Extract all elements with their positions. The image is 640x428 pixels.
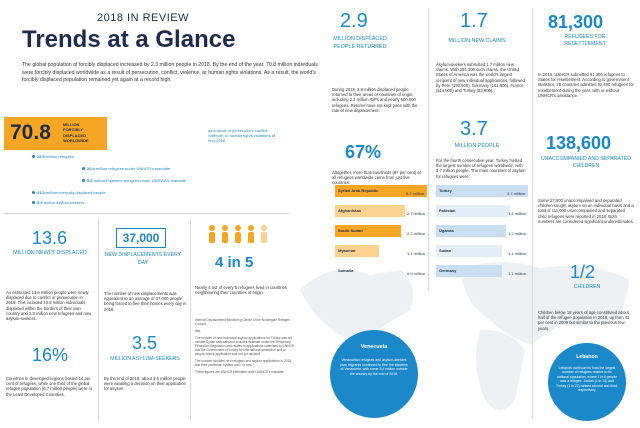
breakdown-row: 3.5 million asylum-seekers bbox=[30, 200, 230, 206]
host-row: Germany 1.1 million bbox=[436, 265, 502, 277]
returned-value: 2.9 bbox=[340, 10, 368, 32]
returned-text: During 2018, 2.9 million displaced people returned to their areas or countries of origin, including 2.3 million IDPs and nearly 600,000 refugees. Returns have not kept pace with the rate of new displacement. bbox=[332, 87, 418, 113]
page-title: Trends at a Glance bbox=[22, 26, 236, 53]
developing-text: Countries in developed regions hosted 16 per cent of refugees, while one third of the global refugee population (6.7 million people) were in the Least Developed Countries. bbox=[6, 376, 92, 397]
children-value: 138,600 bbox=[546, 133, 612, 153]
origin-row: Afghanistan 2.7 million bbox=[335, 205, 405, 217]
asylum-label: MILLION ASYLUM-SEEKERS bbox=[110, 356, 180, 362]
footnotes: Internal Displacement Monitoring Centre of the Norwegian Refugee Council. Ibid. The number of new individual asylum applications for Turkey was not include Syrian nationals and includes estimate under the Temporary Protection Regulation and relates to applications submitted to UNHCR and the Government of Turkey for international protection and to people whose application was not yet decided. The number includes new refugees and asylum applications in 2018 and their protection system and / or new. These figures are UNHCR estimates under UNHCR's mandate. bbox=[195, 318, 295, 374]
half-label: CHILDREN bbox=[573, 284, 601, 290]
asylum-text: By the end of 2018, about 3.5 million people were awaiting a decision on their application for asylum. bbox=[104, 376, 186, 392]
newly-displaced-text: An estimated 13.6 million people were newly displaced due to conflict or persecution in 2018. This included 10.8 million individuals displaced within the borders of their own country and 2.8 million new refugees and new asylum-seekers. bbox=[6, 290, 92, 322]
half-value: 1/2 bbox=[570, 262, 596, 282]
asylum-value: 3.5 bbox=[132, 333, 158, 353]
venezuela-text: Venezuelan refugees and asylum-seekers plus migrants continued to flee the situation of Venezuela, with some 3.4 million outside the country by the end of 2018. bbox=[340, 358, 408, 376]
total-value: 70.8 bbox=[10, 121, 51, 144]
every-day-box bbox=[116, 228, 166, 248]
new-claims-text: Asylum-seekers submitted 1.7 million new claims. With 254,300 such claims, the United States of America was the world's largest recipient of new individual applications, followed by Peru (192,500), Germany (161,900), France (114,500) and Turkey (83,800). bbox=[436, 62, 525, 94]
returned-label: MILLION DISPLACED PEOPLE RETURNED bbox=[333, 36, 387, 50]
people-icons bbox=[206, 224, 276, 244]
person-icon bbox=[209, 225, 254, 243]
origin-row: Syrian Arab Republic 6.7 million bbox=[335, 185, 427, 197]
newly-displaced-value: 13.6 bbox=[32, 228, 68, 248]
every-day-label: NEW DISPLACEMENTS EVERY DAY bbox=[104, 252, 182, 266]
four-in-five-text: Nearly 4 out of every 5 refugees lived in countries neighbouring their countries of origin. bbox=[195, 285, 287, 296]
every-day-text: The number of new displacements was equivalent to an average of 37,000 people being forced to flee their homes every day in 2018. bbox=[104, 291, 187, 312]
sixty-seven-text: Altogether, more than two-thirds (67 per cent) of all refugees worldwide came from just five countries: bbox=[332, 170, 421, 186]
every-day-value: 37,000 bbox=[122, 231, 160, 245]
venezuela-title: Venezuela bbox=[360, 344, 388, 350]
breakdown-row: 5.5 million Palestine refugees under UNRWA's mandate bbox=[80, 178, 280, 184]
intro-paragraph: The global population of forcibly displaced increased by 2.3 million people in 2018. By the end of the year, 70.8 million individuals were forcibly displaced worldwide as a result of persecution, conflict, violence, or human rights violations. As a result, the world's forcibly displaced population remained yet again at a record high. bbox=[22, 62, 318, 84]
four-in-five-value: 4 in 5 bbox=[215, 254, 254, 271]
origin-row: Myanmar 1.1 million bbox=[335, 245, 379, 257]
sixty-seven-value: 67% bbox=[345, 142, 382, 162]
breakdown-row: 25.9 million refugees bbox=[30, 154, 230, 160]
developing-value: 16% bbox=[32, 345, 69, 365]
total-unit: MILLION FORCIBLY DISPLACED WORLDWIDE bbox=[63, 122, 89, 144]
hosted-text: For the fourth consecutive year, Turkey hosted the largest number of refugees worldwide, with 3.7 million people. The main countries of asylum for refugees were: bbox=[436, 158, 526, 179]
host-row: Turkey 3.7 million bbox=[436, 185, 528, 197]
review-kicker: 2018 IN REVIEW bbox=[97, 12, 189, 24]
lebanon-text: Lebanon continued to host the largest number of refugees relative to its national population, where 1 in 6 people was a refugee. Jordan (1 in 14) and Turkey (1 in 22) ranked second and third, respectively. bbox=[556, 366, 618, 393]
lebanon-title: Lebanon bbox=[576, 354, 598, 360]
newly-displaced-label: MILLION NEWLY DISPLACED bbox=[13, 250, 87, 256]
origin-table bbox=[335, 185, 427, 277]
host-table bbox=[436, 185, 528, 277]
resettlement-value: 81,300 bbox=[548, 12, 604, 32]
hosted-label: MILLION PEOPLE bbox=[454, 143, 500, 149]
children-label: UNACCOMPANIED AND SEPARATED CHILDREN bbox=[541, 156, 631, 170]
origin-row: Somalia 0.9 million bbox=[338, 268, 426, 276]
resettlement-text: In 2018, UNHCR submitted 81,300 refugees to States for resettlement. According to government statistics, 25 countries admitted 92,400 refugees for resettlement during the year, with or without UNHCR's assistance. bbox=[538, 72, 634, 98]
total-caption: as a result of persecution, conflict, violence, or human rights violations at end-2018 bbox=[208, 128, 275, 144]
host-row: Pakistan 1.4 million bbox=[436, 205, 510, 217]
breakdown-row: 41.3 million internally displaced people bbox=[30, 190, 230, 196]
new-claims-value: 1.7 bbox=[460, 10, 488, 32]
children-text: Some 27,600 unaccompanied and separated children sought asylum on an individual basis and a total of 111,000 unaccompanied and separated child refugees were reported in 2018. Both numbers are considered significant underestimates. bbox=[538, 198, 634, 224]
hosted-value: 3.7 bbox=[460, 118, 488, 140]
host-row: Uganda 1.2 million bbox=[436, 225, 506, 237]
breakdown-row: 20.4 million refugees under UNHCR's mandate bbox=[80, 166, 280, 172]
origin-row: South Sudan 2.3 million bbox=[335, 225, 401, 237]
half-text: Children below 18 years of age constituted about half of the refugee population in 2018, up from 41 per cent in 2009 but similar to the previous few years. bbox=[538, 310, 630, 331]
resettlement-label: REFUGEES FOR RESETTLEMENT bbox=[564, 34, 606, 48]
new-claims-label: MILLION NEW CLAIMS bbox=[448, 38, 506, 44]
host-row: Sudan 1.1 million bbox=[436, 245, 502, 257]
person-icon-muted bbox=[261, 225, 267, 243]
